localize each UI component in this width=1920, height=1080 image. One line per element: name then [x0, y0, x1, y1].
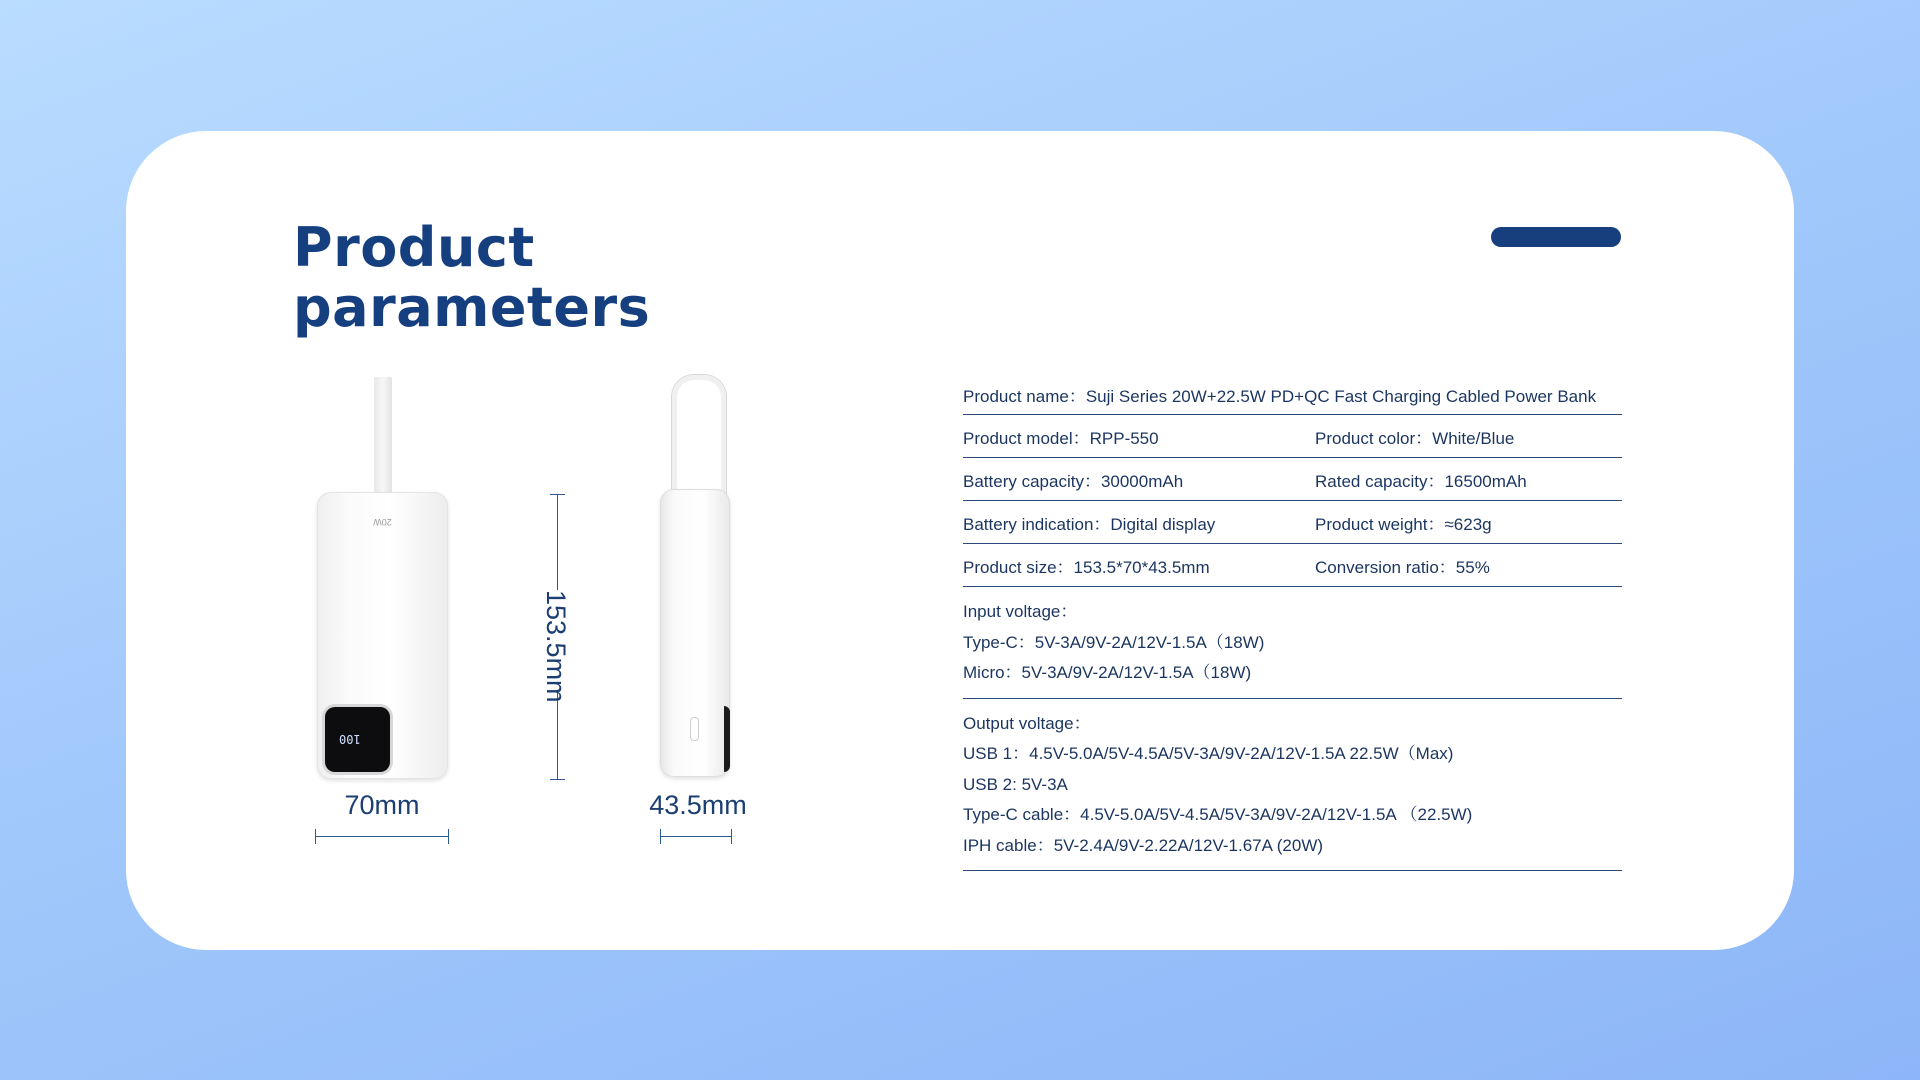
title-line-1: Product	[293, 216, 535, 279]
input-voltage-heading: Input voltage：	[963, 602, 1078, 621]
spec-rated-capacity: Rated capacity：16500mAh	[1315, 471, 1527, 491]
spec-conversion-ratio: Conversion ratio：55%	[1315, 557, 1490, 577]
spec-product-size: Product size：153.5*70*43.5mm	[963, 557, 1210, 577]
display-digits: 100	[339, 732, 361, 746]
output-voltage-line: USB 2: 5V-3A	[963, 774, 1068, 794]
spec-product-name: Product name：Suji Series 20W+22.5W PD+QC Fast Charging Cabled Power Bank	[963, 387, 1597, 406]
spec-row-input-voltage	[963, 587, 1622, 699]
digital-display	[325, 707, 390, 772]
brand-print: 20W	[373, 517, 392, 527]
power-button	[690, 717, 699, 741]
spec-battery-indication: Battery indication：Digital display	[963, 514, 1216, 534]
spec-product-weight: Product weight：≈623g	[1315, 514, 1492, 534]
power-bank-front-view	[317, 492, 448, 779]
spec-row-output-voltage	[963, 699, 1622, 872]
power-bank-side-view	[660, 489, 730, 777]
input-voltage-line: Micro：5V-3A/9V-2A/12V-1.5A（18W)	[963, 663, 1252, 682]
output-voltage-line: IPH cable：5V-2.4A/9V-2.22A/12V-1.67A (20W)	[963, 835, 1324, 855]
cable-strap-front	[374, 377, 392, 497]
output-voltage-heading: Output voltage：	[963, 713, 1091, 733]
width-dimension-line	[315, 836, 449, 837]
width-dimension-label: 70mm	[344, 790, 420, 820]
cable-loop-side	[672, 375, 726, 500]
accent-bar	[1491, 227, 1621, 247]
output-voltage-line: Type-C cable：4.5V-5.0A/5V-4.5A/5V-3A/9V-2A/12V-1.5A （22.5W)	[963, 805, 1473, 824]
spec-row	[963, 415, 1622, 458]
height-dimension-label: 153.5mm	[541, 590, 571, 703]
input-voltage-line: Type-C：5V-3A/9V-2A/12V-1.5A（18W)	[963, 632, 1265, 652]
title-line-2: parameters	[293, 276, 651, 339]
spec-row	[963, 544, 1622, 587]
spec-row	[963, 501, 1622, 544]
spec-battery-capacity: Battery capacity：30000mAh	[963, 471, 1184, 491]
page-title	[293, 218, 650, 338]
spec-row-product-name	[963, 375, 1622, 415]
thickness-dimension-label: 43.5mm	[649, 790, 747, 820]
output-voltage-line: USB 1：4.5V-5.0A/5V-4.5A/5V-3A/9V-2A/12V-1.5A 22.5W（Max)	[963, 744, 1454, 763]
spec-product-model: Product model：RPP-550	[963, 428, 1159, 448]
spec-product-color: Product color：White/Blue	[1315, 428, 1515, 448]
thickness-dimension-line	[660, 836, 732, 837]
spec-table	[963, 375, 1622, 871]
spec-row	[963, 458, 1622, 501]
side-port	[724, 706, 730, 772]
